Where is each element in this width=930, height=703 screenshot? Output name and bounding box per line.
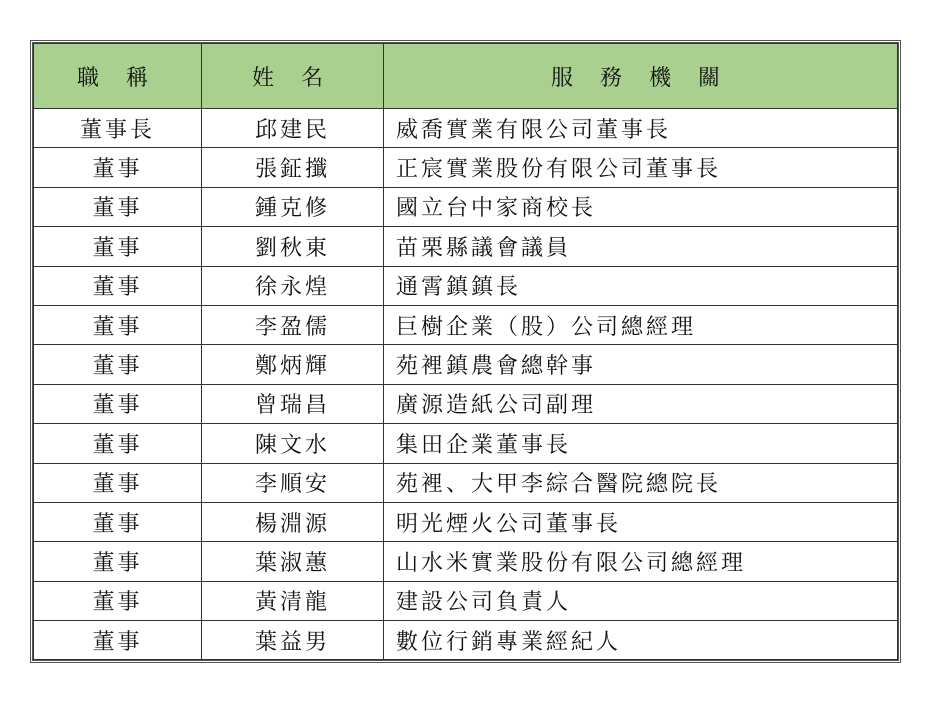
cell-organization: 苑裡、大甲李綜合醫院總院長 [384, 463, 898, 502]
table-row [34, 463, 898, 502]
table-row [34, 148, 898, 187]
cell-title: 董事 [34, 384, 202, 423]
cell-title: 董事 [34, 502, 202, 541]
cell-title: 董事 [34, 463, 202, 502]
header-organization: 服 務 機 關 [384, 44, 898, 109]
cell-title: 董事 [34, 148, 202, 187]
cell-organization: 數位行銷專業經紀人 [384, 621, 898, 660]
cell-organization: 國立台中家商校長 [384, 187, 898, 226]
cell-name: 黃清龍 [202, 581, 384, 620]
cell-name: 張鉦攕 [202, 148, 384, 187]
cell-title: 董事 [34, 424, 202, 463]
cell-organization: 山水米實業股份有限公司總經理 [384, 542, 898, 581]
table-row [34, 266, 898, 305]
cell-organization: 苗栗縣議會議員 [384, 227, 898, 266]
cell-organization: 明光煙火公司董事長 [384, 502, 898, 541]
header-name: 姓 名 [202, 44, 384, 109]
cell-name: 李盈儒 [202, 305, 384, 344]
cell-organization: 通霄鎮鎮長 [384, 266, 898, 305]
cell-title: 董事 [34, 187, 202, 226]
cell-title: 董事 [34, 621, 202, 660]
cell-name: 邱建民 [202, 109, 384, 148]
table-row [34, 542, 898, 581]
cell-organization: 廣源造紙公司副理 [384, 384, 898, 423]
cell-title: 董事長 [34, 109, 202, 148]
cell-title: 董事 [34, 227, 202, 266]
header-title: 職 稱 [34, 44, 202, 109]
table-row [34, 581, 898, 620]
board-members-table [33, 43, 898, 660]
header-row [34, 44, 898, 109]
cell-organization: 巨樹企業（股）公司總經理 [384, 305, 898, 344]
cell-name: 鄭炳輝 [202, 345, 384, 384]
cell-organization: 苑裡鎮農會總幹事 [384, 345, 898, 384]
cell-organization: 威喬實業有限公司董事長 [384, 109, 898, 148]
table-row [34, 227, 898, 266]
cell-title: 董事 [34, 305, 202, 344]
cell-title: 董事 [34, 542, 202, 581]
cell-organization: 正宸實業股份有限公司董事長 [384, 148, 898, 187]
board-members-table-frame [30, 40, 901, 663]
cell-name: 葉益男 [202, 621, 384, 660]
cell-title: 董事 [34, 581, 202, 620]
table-row [34, 621, 898, 660]
cell-name: 李順安 [202, 463, 384, 502]
cell-name: 曾瑞昌 [202, 384, 384, 423]
cell-name: 陳文水 [202, 424, 384, 463]
cell-title: 董事 [34, 345, 202, 384]
table-row [34, 305, 898, 344]
cell-name: 楊淵源 [202, 502, 384, 541]
cell-name: 徐永煌 [202, 266, 384, 305]
table-row [34, 502, 898, 541]
table-body [34, 109, 898, 660]
table-row [34, 424, 898, 463]
cell-organization: 建設公司負責人 [384, 581, 898, 620]
cell-name: 鍾克修 [202, 187, 384, 226]
cell-name: 葉淑蕙 [202, 542, 384, 581]
table-row [34, 187, 898, 226]
cell-title: 董事 [34, 266, 202, 305]
table-row [34, 384, 898, 423]
cell-name: 劉秋東 [202, 227, 384, 266]
table-row [34, 109, 898, 148]
cell-organization: 集田企業董事長 [384, 424, 898, 463]
table-row [34, 345, 898, 384]
